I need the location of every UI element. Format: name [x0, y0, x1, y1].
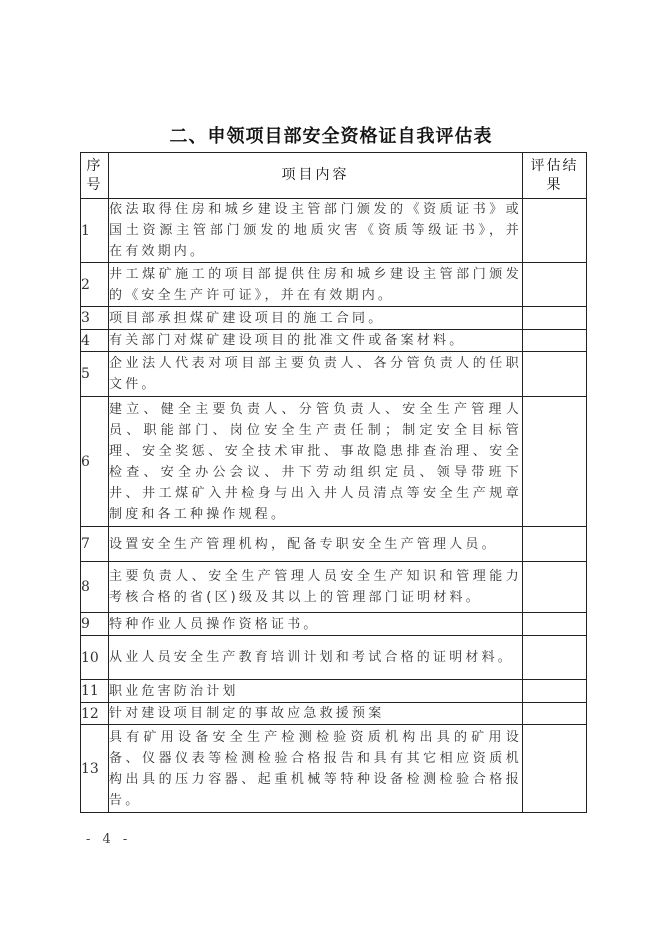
row-serial-number: 13 — [81, 725, 109, 813]
row-assessment-result-cell[interactable] — [523, 527, 587, 562]
row-serial-number: 12 — [81, 703, 109, 725]
row-assessment-result-cell[interactable] — [523, 397, 587, 527]
row-serial-number: 1 — [81, 199, 109, 263]
table-row — [81, 703, 587, 725]
row-item-content: 井工煤矿施工的项目部提供住房和城乡建设主管部门颁发的《安全生产许可证》，并在有效期内。 — [109, 263, 523, 307]
row-serial-number: 4 — [81, 330, 109, 352]
row-item-content: 特种作业人员操作资格证书。 — [109, 613, 523, 636]
row-assessment-result-cell[interactable] — [523, 613, 587, 636]
page-number: - 4 - — [86, 832, 132, 847]
row-assessment-result-cell[interactable] — [523, 199, 587, 263]
table-row — [81, 725, 587, 813]
table-row — [81, 352, 587, 397]
row-serial-number: 9 — [81, 613, 109, 636]
row-assessment-result-cell[interactable] — [523, 703, 587, 725]
table-row — [81, 680, 587, 703]
row-item-content: 具有矿用设备安全生产检测检验资质机构出具的矿用设备、仪器仪表等检测检验合格报告和具有其它相应资质机构出具的压力容器、起重机械等特种设备检测检验合格报告。 — [109, 725, 523, 813]
row-item-content: 项目部承担煤矿建设项目的施工合同。 — [109, 307, 523, 330]
row-assessment-result-cell[interactable] — [523, 330, 587, 352]
row-item-content: 企业法人代表对项目部主要负责人、各分管负责人的任职文件。 — [109, 352, 523, 397]
row-item-content: 有关部门对煤矿建设项目的批准文件或备案材料。 — [109, 330, 523, 352]
row-serial-number: 6 — [81, 397, 109, 527]
row-item-content: 职业危害防治计划 — [109, 680, 523, 703]
header-item-content: 项目内容 — [109, 153, 523, 199]
row-serial-number: 3 — [81, 307, 109, 330]
table-row — [81, 562, 587, 613]
row-assessment-result-cell[interactable] — [523, 352, 587, 397]
row-assessment-result-cell[interactable] — [523, 263, 587, 307]
row-assessment-result-cell[interactable] — [523, 680, 587, 703]
table-row — [81, 397, 587, 527]
row-assessment-result-cell[interactable] — [523, 307, 587, 330]
row-item-content: 设置安全生产管理机构，配备专职安全生产管理人员。 — [109, 527, 523, 562]
table-row — [81, 199, 587, 263]
row-assessment-result-cell[interactable] — [523, 636, 587, 680]
row-assessment-result-cell[interactable] — [523, 562, 587, 613]
row-serial-number: 11 — [81, 680, 109, 703]
table-row — [81, 527, 587, 562]
row-item-content: 针对建设项目制定的事故应急救援预案 — [109, 703, 523, 725]
header-assessment-result: 评估结果 — [523, 153, 587, 199]
header-serial-number: 序号 — [81, 153, 109, 199]
row-serial-number: 7 — [81, 527, 109, 562]
table-row — [81, 263, 587, 307]
table-row — [81, 636, 587, 680]
self-assessment-table — [80, 152, 587, 813]
table-row — [81, 330, 587, 352]
table-body — [81, 199, 587, 813]
table-row — [81, 613, 587, 636]
row-serial-number: 2 — [81, 263, 109, 307]
row-item-content: 主要负责人、安全生产管理人员安全生产知识和管理能力考核合格的省(区)级及其以上的管理部门证明材料。 — [109, 562, 523, 613]
row-item-content: 依法取得住房和城乡建设主管部门颁发的《资质证书》或国土资源主管部门颁发的地质灾害《资质等级证书》，并在有效期内。 — [109, 199, 523, 263]
row-item-content: 建立、健全主要负责人、分管负责人、安全生产管理人员、职能部门、岗位安全生产责任制；制定安全目标管理、安全奖惩、安全技术审批、事故隐患排查治理、安全检查、安全办公会议、井下劳动组织定员、领导带班下井、井工煤矿入井检身与出入井人员清点等安全生产规章制度和各工种操作规程。 — [109, 397, 523, 527]
row-assessment-result-cell[interactable] — [523, 725, 587, 813]
row-serial-number: 8 — [81, 562, 109, 613]
row-item-content: 从业人员安全生产教育培训计划和考试合格的证明材料。 — [109, 636, 523, 680]
row-serial-number: 5 — [81, 352, 109, 397]
table-row — [81, 307, 587, 330]
table-header-row — [81, 153, 587, 199]
row-serial-number: 10 — [81, 636, 109, 680]
page-title: 二、申领项目部安全资格证自我评估表 — [169, 126, 493, 147]
